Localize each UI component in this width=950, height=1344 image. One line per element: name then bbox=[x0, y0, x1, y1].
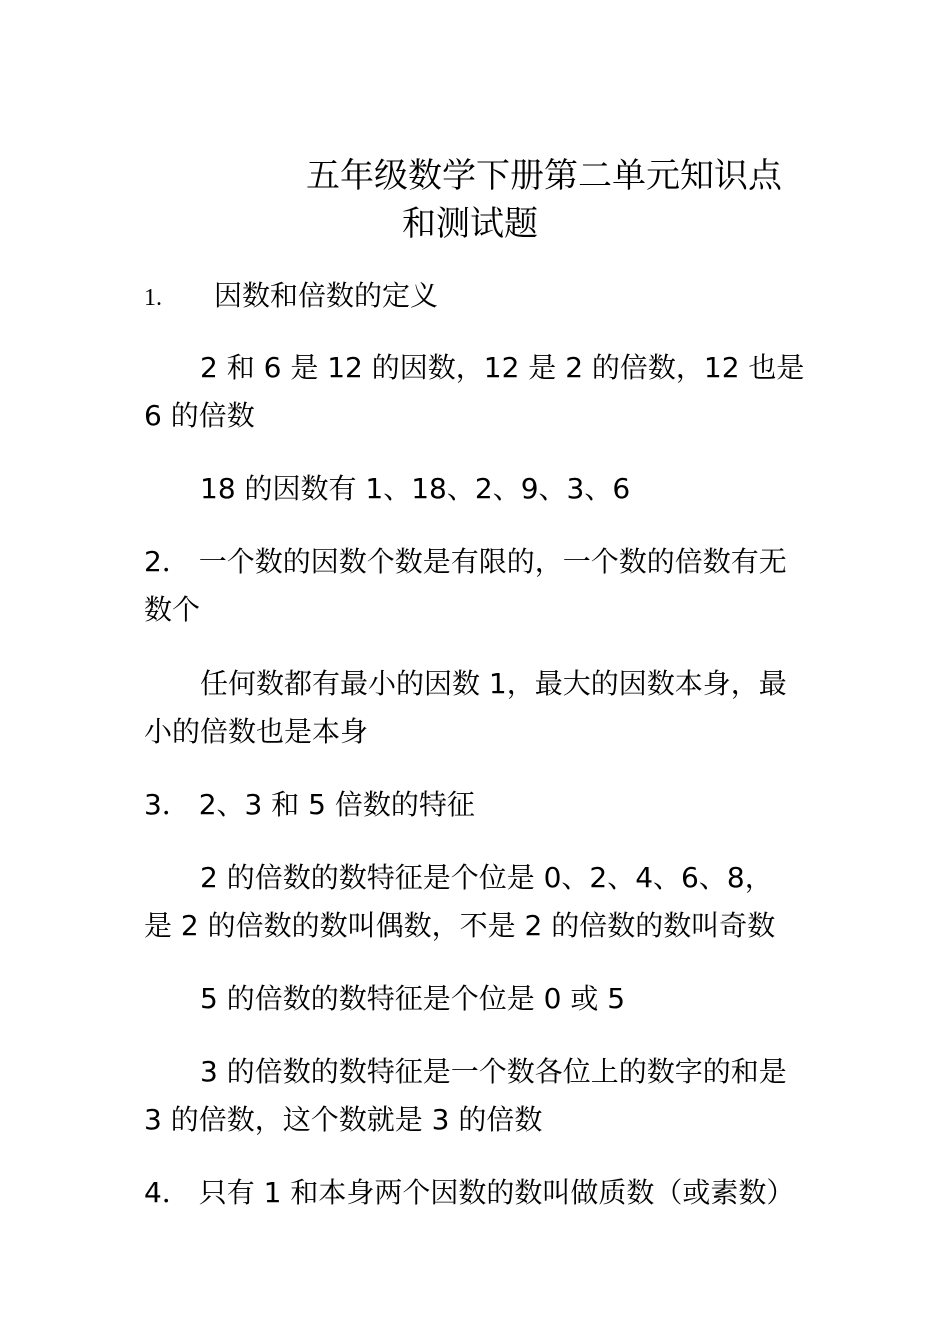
section-3-heading: 3． 2、3 和 5 倍数的特征 bbox=[144, 788, 475, 821]
paragraph-2: 18 的因数有 1、18、2、9、3、6 bbox=[200, 472, 631, 505]
section-1-title: 因数和倍数的定义 bbox=[214, 279, 439, 312]
title-line-1: 五年级数学下册第二单元知识点 bbox=[306, 156, 782, 196]
paragraph-1-line-2: 6 的倍数 bbox=[144, 399, 255, 432]
paragraph-3-line-2: 小的倍数也是本身 bbox=[144, 715, 369, 748]
page-title bbox=[300, 152, 820, 248]
section-2-line-2: 数个 bbox=[144, 593, 201, 626]
title-line-2: 和测试题 bbox=[402, 204, 538, 244]
section-4-heading: 4． 只有 1 和本身两个因数的数叫做质数（或素数） bbox=[144, 1176, 795, 1209]
section-2-line-1: 2． 一个数的因数个数是有限的，一个数的倍数有无 bbox=[144, 545, 787, 578]
paragraph-4-line-1: 2 的倍数的数特征是个位是 0、2、4、6、8， bbox=[200, 861, 773, 894]
paragraph-5: 5 的倍数的数特征是个位是 0 或 5 bbox=[200, 982, 626, 1015]
paragraph-1-line-1: 2 和 6 是 12 的因数，12 是 2 的倍数，12 也是 bbox=[200, 351, 805, 384]
paragraph-6-line-2: 3 的倍数，这个数就是 3 的倍数 bbox=[144, 1103, 543, 1136]
section-1-number: 1. bbox=[144, 285, 162, 311]
paragraph-6-line-1: 3 的倍数的数特征是一个数各位上的数字的和是 bbox=[200, 1055, 787, 1088]
paragraph-3-line-1: 任何数都有最小的因数 1，最大的因数本身，最 bbox=[200, 667, 787, 700]
paragraph-4-line-2: 是 2 的倍数的数叫偶数，不是 2 的倍数的数叫奇数 bbox=[144, 909, 776, 942]
section-1-heading bbox=[144, 272, 438, 322]
